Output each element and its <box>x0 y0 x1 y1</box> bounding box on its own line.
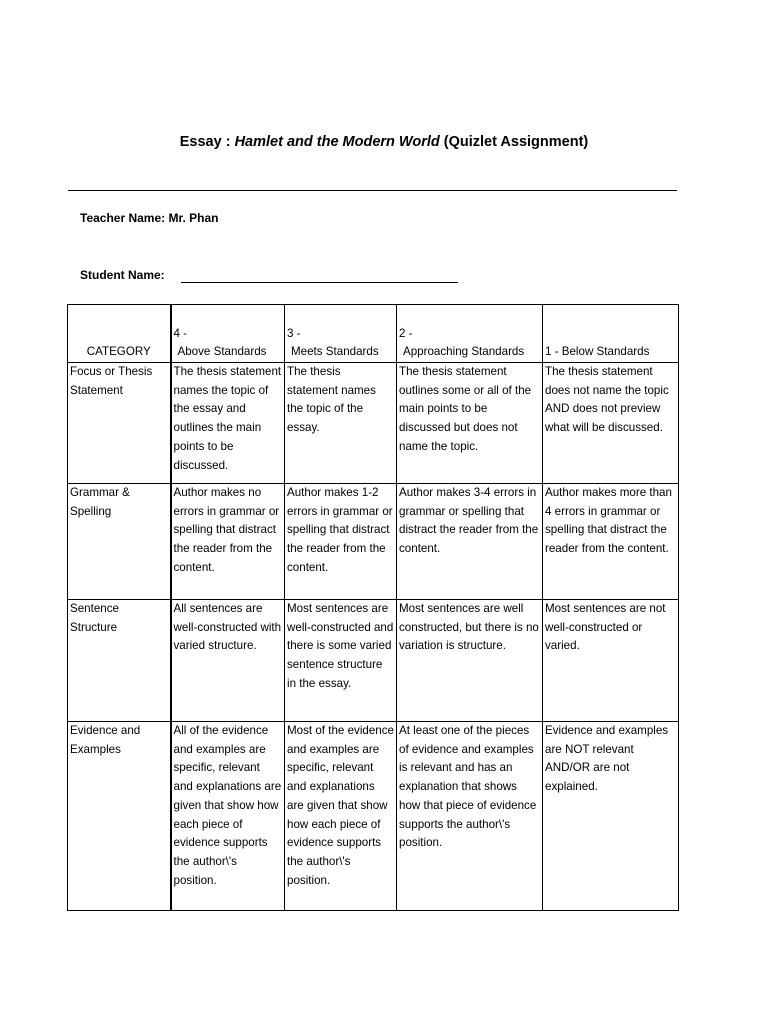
title-divider <box>68 190 677 191</box>
table-cell: All sentences are well-constructed with varied structure. <box>171 600 285 722</box>
student-name-field <box>80 268 180 282</box>
header-level-4 <box>171 305 285 363</box>
teacher-name-value: Mr. Phan <box>168 211 219 225</box>
header-category-line2: CATEGORY <box>86 345 151 359</box>
header-level-2-line1: 2 - <box>399 326 413 340</box>
title-prefix: Essay : <box>179 134 235 150</box>
table-cell: The thesis statement names the topic of the essay. <box>285 363 397 484</box>
table-cell: Most sentences are well constructed, but there is no variation is structure. <box>397 600 543 722</box>
row-category: Evidence and Examples <box>68 722 171 911</box>
rubric-header-row <box>68 305 679 363</box>
table-cell: Author makes no errors in grammar or spelling that distract the reader from the content. <box>171 484 285 600</box>
header-level-2 <box>397 305 543 363</box>
table-row <box>68 722 679 911</box>
table-cell: Author makes more than 4 errors in grammar or spelling that distract the reader from the content. <box>543 484 679 600</box>
table-row <box>68 484 679 600</box>
title-work: Hamlet and the Modern World <box>234 134 440 150</box>
header-level-3-line2: Meets Standards <box>291 345 379 359</box>
table-cell: Evidence and examples are NOT relevant AND/OR are not explained. <box>543 722 679 911</box>
table-cell: Most sentences are not well-constructed or varied. <box>543 600 679 722</box>
table-cell: Most of the evidence and examples are specific, relevant and explanations are given that show how each piece of evidence supports the author\'s position. <box>285 722 397 911</box>
header-level-4-line2: Above Standards <box>177 345 267 359</box>
document-title <box>0 134 768 150</box>
table-row <box>68 363 679 484</box>
teacher-name-field <box>80 211 219 225</box>
header-category <box>68 305 171 363</box>
title-suffix: (Quizlet Assignment) <box>439 134 589 150</box>
student-name-label: Student Name: <box>80 268 165 282</box>
header-level-3 <box>285 305 397 363</box>
rubric-table <box>67 304 679 911</box>
header-level-3-line1: 3 - <box>287 326 301 340</box>
header-level-1 <box>543 305 679 363</box>
table-row <box>68 600 679 722</box>
table-cell: At least one of the pieces of evidence and examples is relevant and has an explanation that shows how that piece of evidence supports the author\'s position. <box>397 722 543 911</box>
table-cell: Author makes 3-4 errors in grammar or spelling that distract the reader from the content. <box>397 484 543 600</box>
table-cell: Author makes 1-2 errors in grammar or spelling that distract the reader from the content. <box>285 484 397 600</box>
row-category: Focus or Thesis Statement <box>68 363 171 484</box>
header-level-4-line1: 4 - <box>173 326 188 340</box>
row-category: Sentence Structure <box>68 600 171 722</box>
table-cell: The thesis statement outlines some or all of the main points to be discussed but does not name the topic. <box>397 363 543 484</box>
teacher-name-label: Teacher Name: <box>80 211 166 225</box>
table-cell: The thesis statement names the topic of the essay and outlines the main points to be discussed. <box>171 363 285 484</box>
table-cell-text: Most sentences are well-constructed and there is some varied sentence structure in the essay. <box>287 602 394 690</box>
header-level-1-line2: 1 - Below Standards <box>545 345 650 359</box>
table-cell: The thesis statement does not name the topic AND does not preview what will be discussed. <box>543 363 679 484</box>
student-name-blank[interactable] <box>181 282 458 283</box>
table-cell <box>285 600 397 722</box>
table-cell: All of the evidence and examples are specific, relevant and explanations are given that show how each piece of evidence supports the author\'s position. <box>171 722 285 911</box>
header-level-2-line2: Approaching Standards <box>403 345 525 359</box>
row-category: Grammar & Spelling <box>68 484 171 600</box>
